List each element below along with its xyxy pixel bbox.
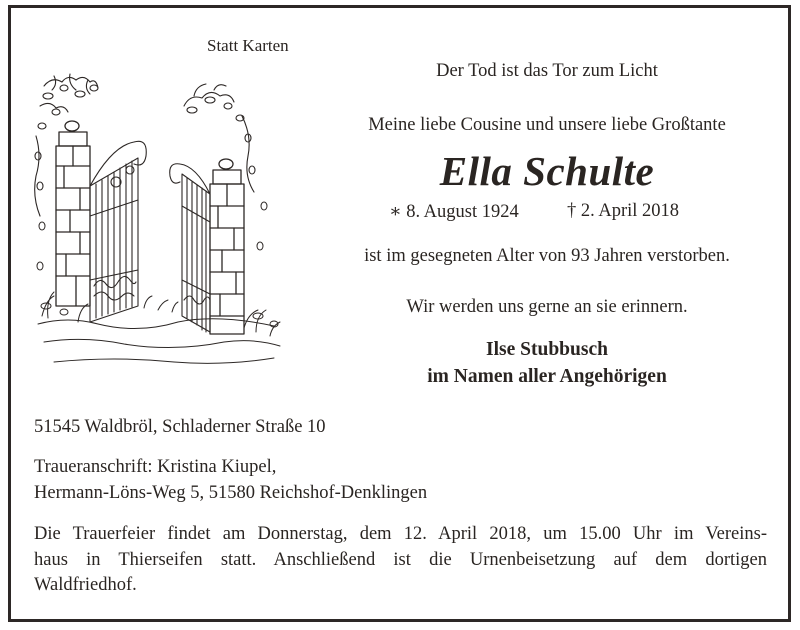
condolence-address-line2: Hermann-Löns-Weg 5, 51580 Reichshof-Denklingen xyxy=(34,483,428,503)
age-statement: ist im gesegneten Alter von 93 Jahren verstorben. xyxy=(364,246,730,266)
ceremony-line-3: Waldfriedhof. xyxy=(34,575,137,595)
remembrance-line: Wir werden uns gerne an sie erinnern. xyxy=(406,297,688,317)
statt-karten-label: Statt Karten xyxy=(207,36,289,55)
birth-date: ∗ 8. August 1924 xyxy=(389,202,519,222)
garden-gate-illustration xyxy=(34,66,284,384)
death-date: † 2. April 2018 xyxy=(567,201,680,221)
signer-on-behalf: im Namen aller Angehörigen xyxy=(427,366,667,387)
motto-text: Der Tod ist das Tor zum Licht xyxy=(436,61,658,81)
deceased-address: 51545 Waldbröl, Schladerner Straße 10 xyxy=(34,417,326,437)
ceremony-paragraph xyxy=(34,522,767,599)
ceremony-line-1: Die Trauerfeier findet am Donnerstag, dem 12. April 2018, um 15.00 Uhr im Vereins- xyxy=(34,524,767,544)
condolence-address-line1: Traueranschrift: Kristina Kiupel, xyxy=(34,457,277,477)
ceremony-line-2: haus in Thierseifen statt. Anschließend ist die Urnenbeisetzung auf dem dortigen xyxy=(34,549,767,570)
relation-intro: Meine liebe Cousine und unsere liebe Großtante xyxy=(368,115,726,135)
signer-name: Ilse Stubbusch xyxy=(486,339,608,360)
signer-block xyxy=(312,336,782,390)
deceased-name: Ella Schulte xyxy=(439,148,655,194)
